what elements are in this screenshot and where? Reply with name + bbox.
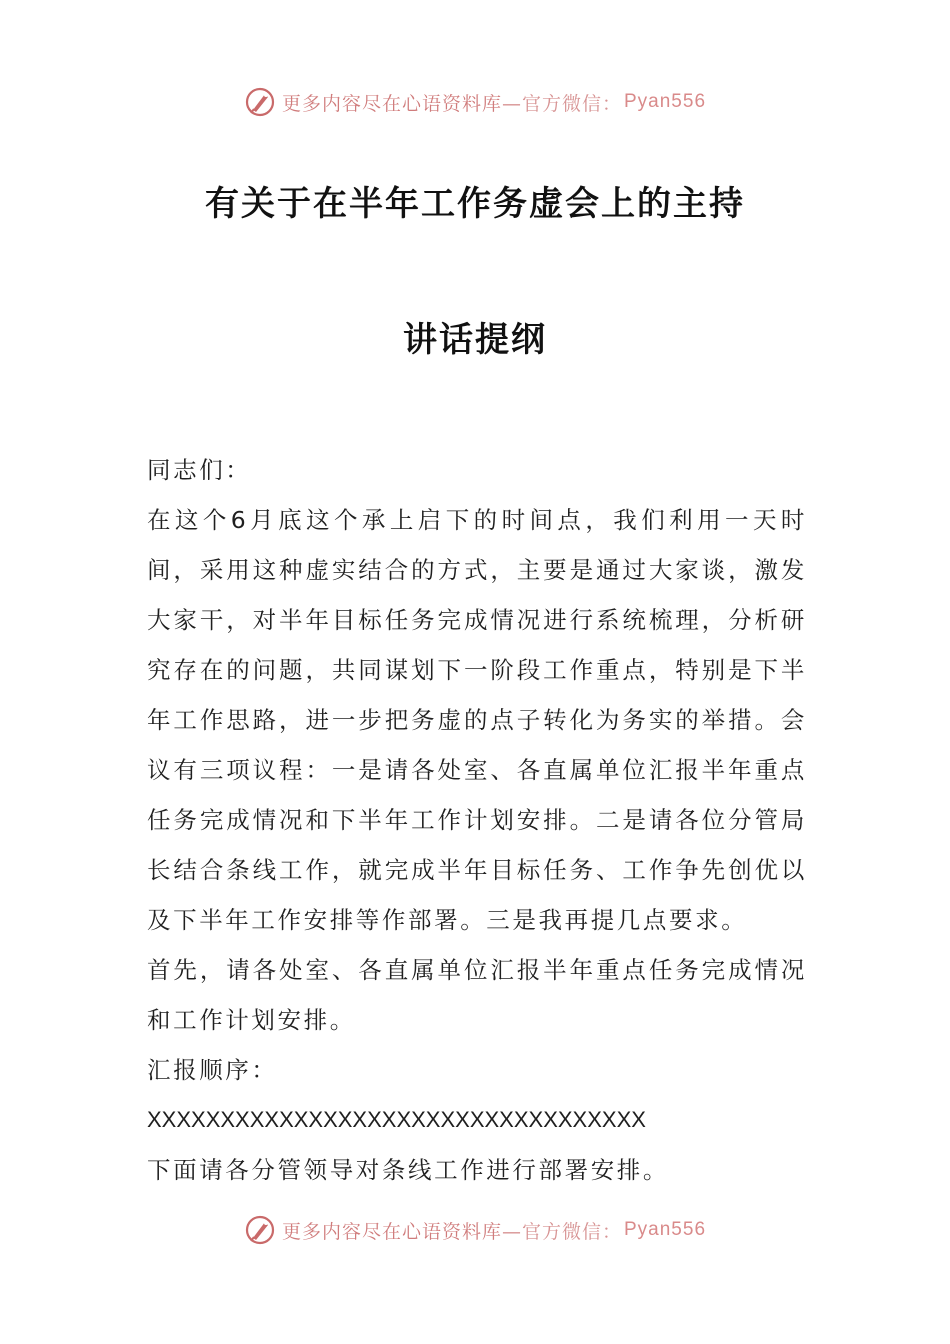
body-paragraph: 下面请各分管领导对条线工作进行部署安排。 (147, 1156, 669, 1184)
watermark-sub-text: —官方微信： (501, 1220, 622, 1243)
report-order-placeholder: XXXXXXXXXXXXXXXXXXXXXXXXXXXXXXXXXX (147, 1107, 646, 1132)
report-order-label: 汇报顺序： (147, 1056, 278, 1084)
quill-pen-icon (244, 1214, 276, 1246)
watermark-sub-text: —官方微信： (501, 92, 622, 115)
document-title-line-1: 有关于在半年工作务虚会上的主持 (205, 184, 745, 224)
body-paragraph: 在这个6月底这个承上启下的时间点，我们利用一天时间，采用这种虚实结合的方式，主要是通过大家谈，激发大家干，对半年目标任务完成情况进行系统梳理，分析研究存在的问题，共同谋划下一阶段工作重点，特别是下半年工作思路，进一步把务虚的点子转化为务实的举措。会议有三项议程：一是请各处室、各直属单位汇报半年重点任务完成情况和下半年工作计划安排。二是请各位分管局长结合条线工作，就完成半年目标任务、工作争先创优以及下半年工作安排等作部署。三是我再提几点要求。 (147, 506, 807, 934)
watermark-main-text: 更多内容尽在心语资料库 (281, 1220, 502, 1243)
quill-pen-icon (244, 86, 276, 118)
body-paragraph: 首先，请各处室、各直属单位汇报半年重点任务完成情况和工作计划安排。 (147, 956, 807, 1034)
document-title-line-2: 讲话提纲 (403, 320, 547, 360)
salutation: 同志们： (147, 456, 252, 484)
document-body (147, 445, 807, 1195)
watermark-wechat-id: Pyan556 (624, 91, 707, 112)
watermark-header (0, 82, 950, 122)
watermark-main-text: 更多内容尽在心语资料库 (281, 92, 502, 115)
watermark-footer (0, 1210, 950, 1250)
watermark-wechat-id: Pyan556 (624, 1219, 707, 1240)
